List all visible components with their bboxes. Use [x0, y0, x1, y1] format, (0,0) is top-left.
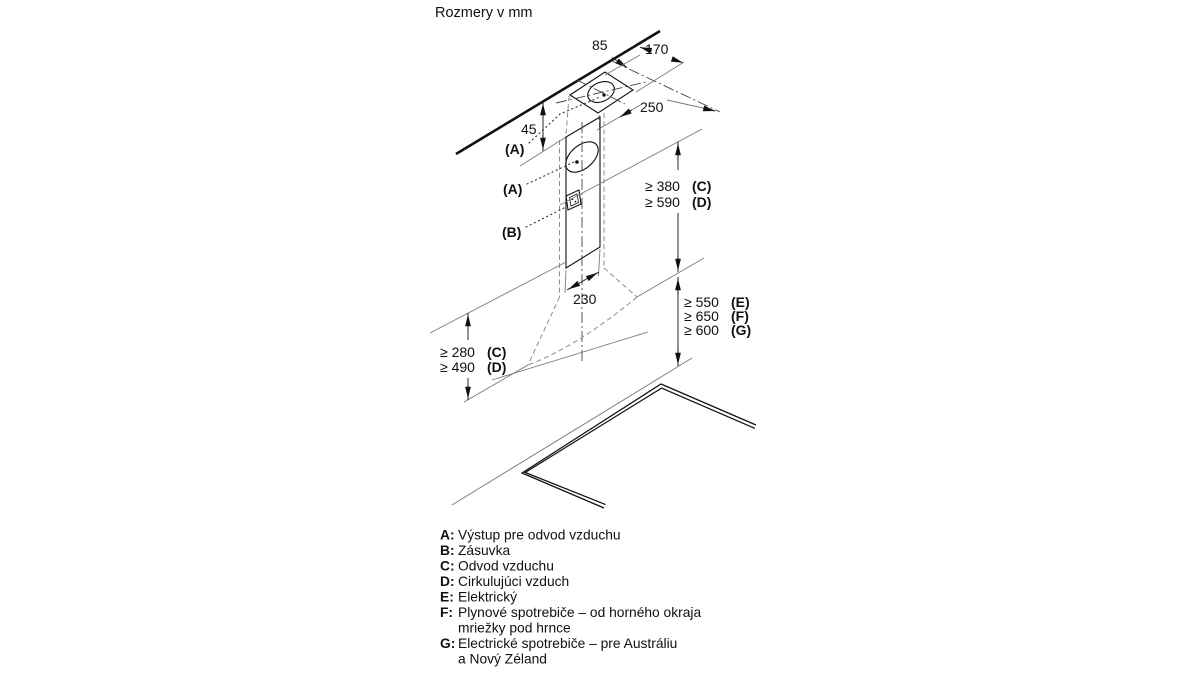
- legend-item-e: [440, 590, 517, 605]
- legend-text: Zásuvka: [458, 543, 511, 558]
- ceiling-duct-plate: [556, 61, 720, 135]
- dim-left-value-1: ≥ 280: [440, 344, 475, 360]
- cooktop-edge-inner: [525, 388, 755, 505]
- dim-rt-value-2: ≥ 590: [645, 194, 680, 210]
- legend-item-c: [440, 559, 554, 574]
- dimension-250: [597, 99, 715, 130]
- legend-key: E:: [440, 589, 454, 605]
- legend-key: D:: [440, 574, 455, 589]
- canopy-bottom-edge: [528, 297, 637, 365]
- dim-rb-key-1: (E): [731, 294, 750, 310]
- wall-outlet-center-dot: [575, 160, 579, 164]
- socket-symbol: [566, 190, 581, 210]
- wall-duct-area: [560, 117, 604, 362]
- callout-a2: (A): [503, 181, 523, 197]
- dim-left-key-1: (C): [487, 344, 507, 360]
- dim-230-label: 230: [573, 291, 597, 307]
- dim-rt-value-1: ≥ 380: [645, 178, 680, 194]
- legend-item-d: [440, 574, 569, 589]
- legend-text: Výstup pre odvod vzduchu: [458, 527, 621, 543]
- extension-canopy-bottom-level: [637, 258, 704, 297]
- legend-item-a: [440, 528, 621, 543]
- callout-b: (B): [502, 224, 522, 240]
- legend-key: B:: [440, 543, 455, 558]
- legend-item-b: [440, 543, 510, 558]
- socket-pin: [575, 201, 577, 203]
- plate-axis-v: [577, 80, 625, 104]
- dim-250-arrow-right: [704, 109, 715, 112]
- dim-rb-key-3: (G): [731, 322, 752, 338]
- page-title: Rozmery v mm: [435, 5, 533, 21]
- dim-rb-value-3: ≥ 600: [684, 322, 719, 338]
- dimension-left: [430, 262, 648, 402]
- extension-plate-right: [636, 62, 684, 92]
- legend-text: Plynové spotrebiče – od horného okraja: [458, 605, 702, 620]
- legend-key: G:: [440, 636, 456, 651]
- socket-box: [566, 190, 581, 210]
- dim-250-label: 250: [640, 99, 664, 115]
- legend-text: Elektrický: [458, 589, 518, 605]
- dimension-right-bottom: [678, 277, 751, 366]
- legend-text-line2: a Nový Zéland: [458, 651, 547, 667]
- ceiling-duct-center-dot: [602, 93, 605, 96]
- legend-item-f: [440, 605, 701, 636]
- callout-a1: (A): [505, 141, 525, 157]
- legend-text: Odvod vzduchu: [458, 558, 554, 574]
- dim-rt-key-2: (D): [692, 194, 712, 210]
- extension-chimney-top-level: [560, 129, 702, 205]
- dim-230-arrow-right: [588, 273, 598, 278]
- legend: [440, 528, 701, 667]
- legend-text: Cirkulujúci vzduch: [458, 574, 570, 589]
- legend-key: C:: [440, 558, 455, 574]
- dim-rb-value-2: ≥ 650: [684, 308, 719, 324]
- legend-text: Electrické spotrebiče – pre Austráliu: [458, 636, 678, 651]
- canopy-right-edge: [604, 268, 637, 297]
- extension-mid: [492, 332, 648, 380]
- canopy-left-edge: [528, 297, 560, 365]
- dim-250-arrow-left: [620, 110, 632, 117]
- dim-rb-value-1: ≥ 550: [684, 294, 719, 310]
- dim-left-value-2: ≥ 490: [440, 359, 475, 375]
- leader-a2: [527, 162, 574, 184]
- legend-key: A:: [440, 527, 455, 543]
- dimension-right-top: [560, 129, 711, 297]
- dim-85-label: 85: [592, 37, 608, 53]
- legend-item-g: [440, 636, 677, 667]
- cooktop-outline: [452, 358, 756, 508]
- dim-rt-key-1: (C): [692, 178, 712, 194]
- dim-170-arrow-right: [672, 59, 683, 63]
- plate-corner-drop-line: [566, 96, 569, 135]
- dim-170-label: 170: [645, 41, 669, 57]
- dim-45-label: 45: [521, 121, 537, 137]
- wall-base-line: [452, 358, 692, 505]
- dim-left-key-2: (D): [487, 359, 507, 375]
- extension-left-top: [430, 262, 566, 333]
- dimension-170: [605, 41, 684, 92]
- extension-230-left: [565, 270, 566, 293]
- dim-230-arrow-left: [569, 284, 579, 289]
- legend-text-line2: mriežky pod hrnce: [458, 620, 571, 636]
- legend-key: F:: [440, 605, 454, 620]
- dim-rb-key-2: (F): [731, 308, 749, 324]
